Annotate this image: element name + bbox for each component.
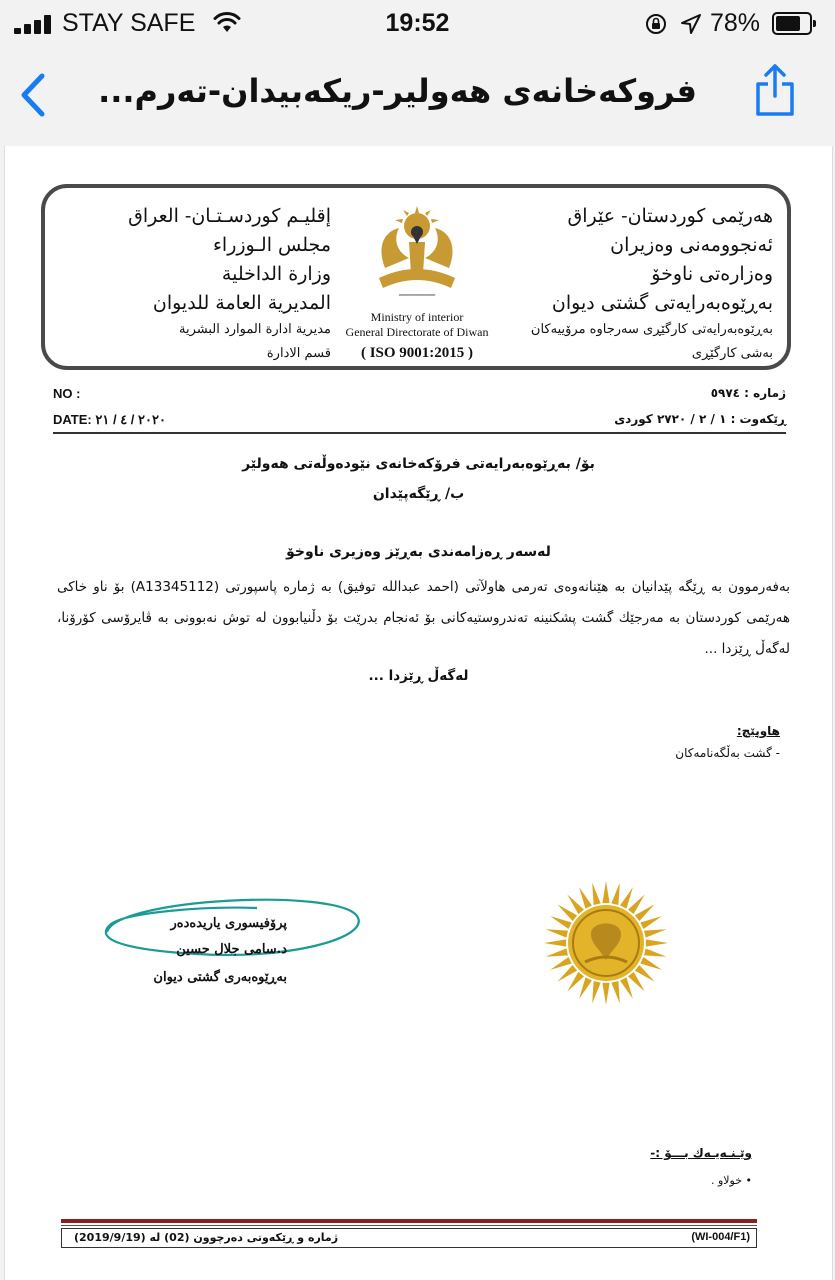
seal-ray <box>558 904 578 921</box>
letterhead-arabic-line: إقليـم كوردسـتـان- العراق <box>128 205 331 227</box>
letterhead-kurdish-subline: بەشی کارگێڕی <box>691 346 773 361</box>
seal-ray <box>602 983 609 1005</box>
attachments-item: - گشت بەڵگەنامەکان <box>675 746 780 760</box>
letterhead <box>41 184 791 370</box>
via-line: ب/ ڕێگەپێدان <box>372 486 465 502</box>
seal-ray <box>567 972 584 992</box>
letterhead-kurdish-line: وەزارەتی ناوخۆ <box>651 263 773 285</box>
seal-ray <box>544 939 566 946</box>
ref-date-label: ڕێکەوت : ١ / ٢ / ٢٧٢٠ کوردی <box>614 412 786 426</box>
seal-ray <box>550 957 572 970</box>
footer-bar <box>61 1219 757 1223</box>
seal-ray <box>550 916 572 929</box>
subject-line: لەسەر ڕەزامەندی بەڕێز وەزیری ناوخۆ <box>286 544 551 560</box>
copies-to-item: • خولاو . <box>710 1174 752 1187</box>
seal-ray <box>640 916 662 929</box>
number-label: ژمارە : ٥٩٧٤ <box>710 386 786 400</box>
letterhead-kurdish-subline: بەڕێوەبەرایەتی کارگێڕی سەرجاوە مرۆییەکان <box>530 322 773 337</box>
carrier-name: STAY SAFE <box>62 9 196 37</box>
seal-ray <box>628 895 645 915</box>
letterhead-directorate-en: General Directorate of Diwan <box>345 325 489 339</box>
seal-ray <box>628 972 645 992</box>
letterhead-english <box>311 310 523 361</box>
seal-ray <box>644 929 666 937</box>
orientation-lock-icon <box>644 12 668 36</box>
seal-ray <box>620 887 633 909</box>
footer <box>61 1228 757 1248</box>
footer-form-code: (WI-004/F1) <box>691 1231 750 1243</box>
seal-ray <box>611 981 619 1003</box>
kurdistan-emblem-icon <box>365 198 469 302</box>
seal-ray <box>646 939 668 946</box>
footer-issue-ref: ژمارە و ڕێکەوتی دەرچوون (02) لە (2019/9/19) <box>74 1231 339 1244</box>
battery-percent: 78% <box>710 9 761 37</box>
letterhead-arabic-line: مجلس الـوزراء <box>212 234 331 256</box>
signature-name: د.سامی جلال حسین <box>176 942 287 957</box>
nav-bar <box>0 48 835 140</box>
letterhead-arabic-subline: مديرية ادارة الموارد البشرية <box>178 322 331 337</box>
letterhead-arabic-subline: قسم الادارة <box>266 346 331 361</box>
seal-ray <box>611 883 619 905</box>
clock: 19:52 <box>385 9 450 37</box>
seal-ray <box>579 977 592 999</box>
letterhead-kurdish-line: ئەنجوومەنی وەزیران <box>610 234 773 256</box>
seal-ray <box>579 887 592 909</box>
page-title: فروکەخانەی هەولیر-ریکەبیدان-تەرم... <box>98 72 697 110</box>
share-icon[interactable] <box>752 62 798 118</box>
letterhead-arabic <box>71 202 331 366</box>
status-bar <box>0 0 835 48</box>
official-seal-icon <box>541 878 671 1008</box>
header-divider <box>53 432 786 434</box>
seal-ray <box>620 977 633 999</box>
letterhead-kurdish <box>483 202 773 366</box>
letterhead-kurdish-line: هەرێمی کوردستان- عێراق <box>567 205 773 227</box>
signature-title: پرۆفیسوری یاریدەدەر <box>170 916 287 931</box>
seal-ray <box>592 981 600 1003</box>
seal-ray <box>635 965 655 982</box>
seal-ray <box>635 904 655 921</box>
letterhead-arabic-line: وزارة الداخلية <box>221 263 331 285</box>
signature-position: بەڕێوەبەری گشتی دیوان <box>153 970 287 985</box>
location-icon <box>680 13 702 35</box>
svg-text:━━━━━━━━━━: ━━━━━━━━━━ <box>398 292 436 299</box>
seal-ray <box>546 929 568 937</box>
copies-to-label: وێـنـەیـەك بـــۆ :- <box>650 1146 752 1160</box>
footer-divider <box>61 1225 757 1226</box>
recipient-line: بۆ/ بەڕێوەبەرایەتی فرۆکەخانەی نێودەوڵەتی هەولێر <box>242 456 595 472</box>
seal-ray <box>558 965 578 982</box>
seal-ray <box>592 883 600 905</box>
letterhead-arabic-line: المديرية العامة للديوان <box>152 292 331 314</box>
seal-ray <box>644 948 666 956</box>
attachments-label: هاوپێچ: <box>736 724 780 738</box>
seal-ray <box>567 895 584 915</box>
seal-ray <box>546 948 568 956</box>
signature-block <box>65 872 365 1032</box>
chevron-left-icon[interactable] <box>14 70 54 120</box>
seal-ray <box>640 957 662 970</box>
letter-body: بەفەرموون بە ڕێگە پێدانیان بە هێنانەوەی تەرمی هاولآتی (احمد عبدالله توفيق) بە ژمارە پاسپورتی (A13345112) بۆ ناو خاکی هەرێمی کوردستان بە مەرجێك گشت پشکنینە تەندروستیەکانی بۆ ئەنجام بدرێت بۆ دڵنیابوون لە توش نەبوونی بە ڤایرۆسی کۆرۆنا، لەگەڵ ڕێزدا ... <box>57 579 791 657</box>
battery-icon <box>772 12 812 35</box>
letterhead-kurdish-line: بەڕێوەبەرایەتی گشتی دیوان <box>551 292 773 314</box>
closing-regards: لەگەڵ ڕێزدا ... <box>368 668 469 684</box>
letterhead-ministry-en: Ministry of interior <box>370 310 464 324</box>
date-label: DATE: ٢٠٢٠ / ٤ / ٢١ <box>53 412 166 427</box>
seal-ray <box>602 881 609 903</box>
iso-label: ( ISO 9001:2015 ) <box>360 345 474 361</box>
no-label: NO : <box>53 386 81 401</box>
document-page[interactable] <box>4 146 833 1280</box>
